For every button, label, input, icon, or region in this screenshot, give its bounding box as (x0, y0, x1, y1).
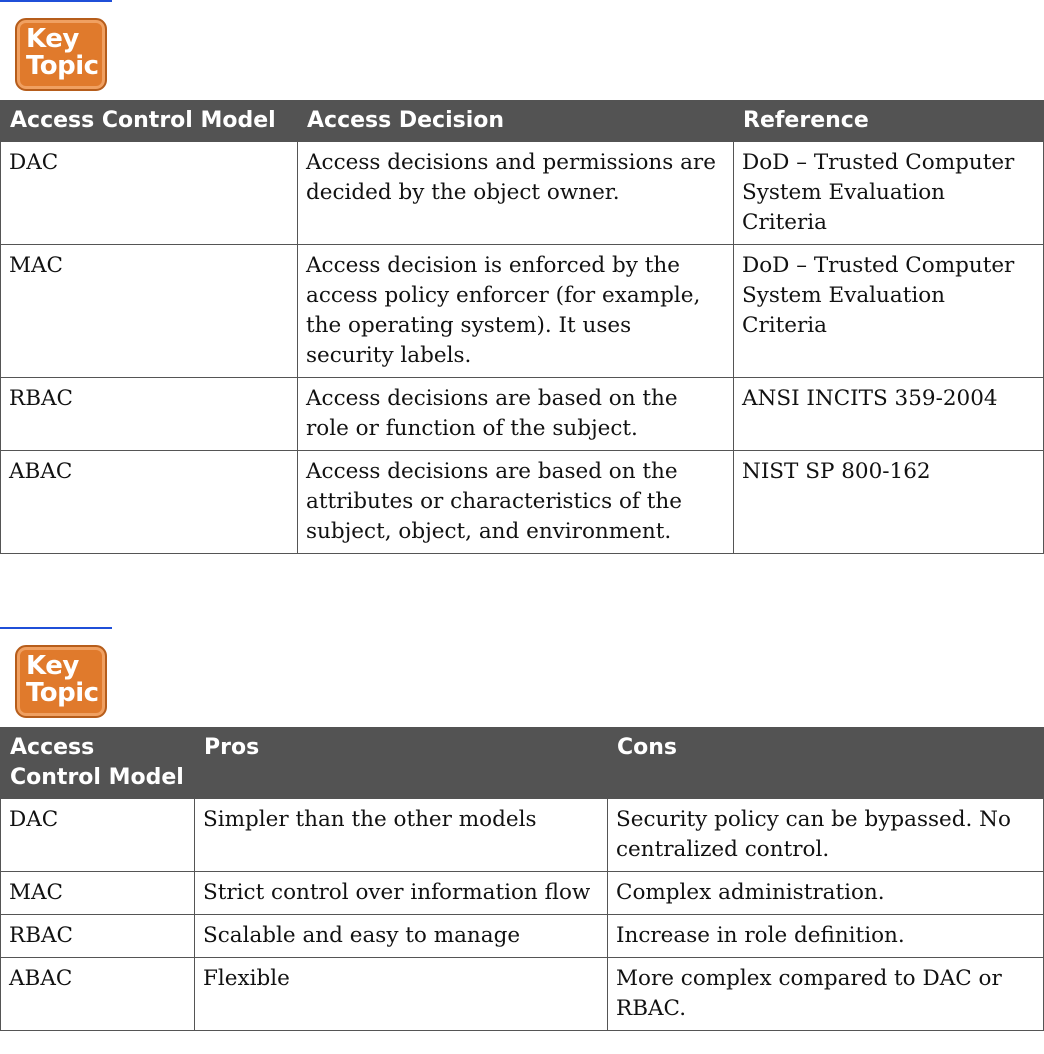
pros-cell: Strict control over information flow (195, 872, 608, 915)
decision-cell: Access decisions are based on the attributes or characteristics of the subject, object, and environment. (298, 451, 734, 554)
pros-cell: Flexible (195, 958, 608, 1031)
model-cell: DAC (1, 799, 195, 872)
table-row (1, 245, 1044, 378)
table-row (1, 142, 1044, 245)
reference-cell: ANSI INCITS 359-2004 (734, 378, 1044, 451)
table-row (1, 378, 1044, 451)
table-row (1, 958, 1044, 1031)
column-header: Access Control Model (1, 101, 298, 142)
cons-cell: Complex administration. (608, 872, 1044, 915)
model-cell: ABAC (1, 958, 195, 1031)
key-topic-line1: Key (26, 651, 79, 681)
cons-cell: More complex compared to DAC or RBAC. (608, 958, 1044, 1031)
key-topic-line1: Key (26, 24, 79, 54)
model-cell: MAC (1, 872, 195, 915)
table-header-row (1, 101, 1044, 142)
table-row (1, 872, 1044, 915)
table-header-row (1, 728, 1044, 799)
key-topic-icon (15, 18, 107, 91)
cons-cell: Increase in role definition. (608, 915, 1044, 958)
model-cell: RBAC (1, 915, 195, 958)
reference-cell: NIST SP 800-162 (734, 451, 1044, 554)
column-header: Access Decision (298, 101, 734, 142)
decision-cell: Access decisions and permissions are decided by the object owner. (298, 142, 734, 245)
table-row (1, 451, 1044, 554)
model-cell: DAC (1, 142, 298, 245)
table-row (1, 799, 1044, 872)
model-cell: ABAC (1, 451, 298, 554)
model-cell: RBAC (1, 378, 298, 451)
model-cell: MAC (1, 245, 298, 378)
key-topic-line2: Topic (26, 51, 99, 81)
anchor-underline[interactable] (0, 0, 112, 2)
decision-cell: Access decision is enforced by the access policy enforcer (for example, the operating system). It uses security labels. (298, 245, 734, 378)
reference-cell: DoD – Trusted Computer System Evaluation Criteria (734, 245, 1044, 378)
cons-cell: Security policy can be bypassed. No centralized control. (608, 799, 1044, 872)
column-header: Reference (734, 101, 1044, 142)
pros-cell: Scalable and easy to manage (195, 915, 608, 958)
pros-cons-table (0, 727, 1044, 1031)
reference-cell: DoD – Trusted Computer System Evaluation Criteria (734, 142, 1044, 245)
column-header: Pros (195, 728, 608, 799)
column-header: Cons (608, 728, 1044, 799)
key-topic-line2: Topic (26, 678, 99, 708)
table-row (1, 915, 1044, 958)
decision-cell: Access decisions are based on the role or function of the subject. (298, 378, 734, 451)
column-header: Access Control Model (1, 728, 195, 799)
key-topic-icon (15, 645, 107, 718)
pros-cell: Simpler than the other models (195, 799, 608, 872)
access-decision-table (0, 100, 1044, 554)
anchor-underline[interactable] (0, 627, 112, 629)
